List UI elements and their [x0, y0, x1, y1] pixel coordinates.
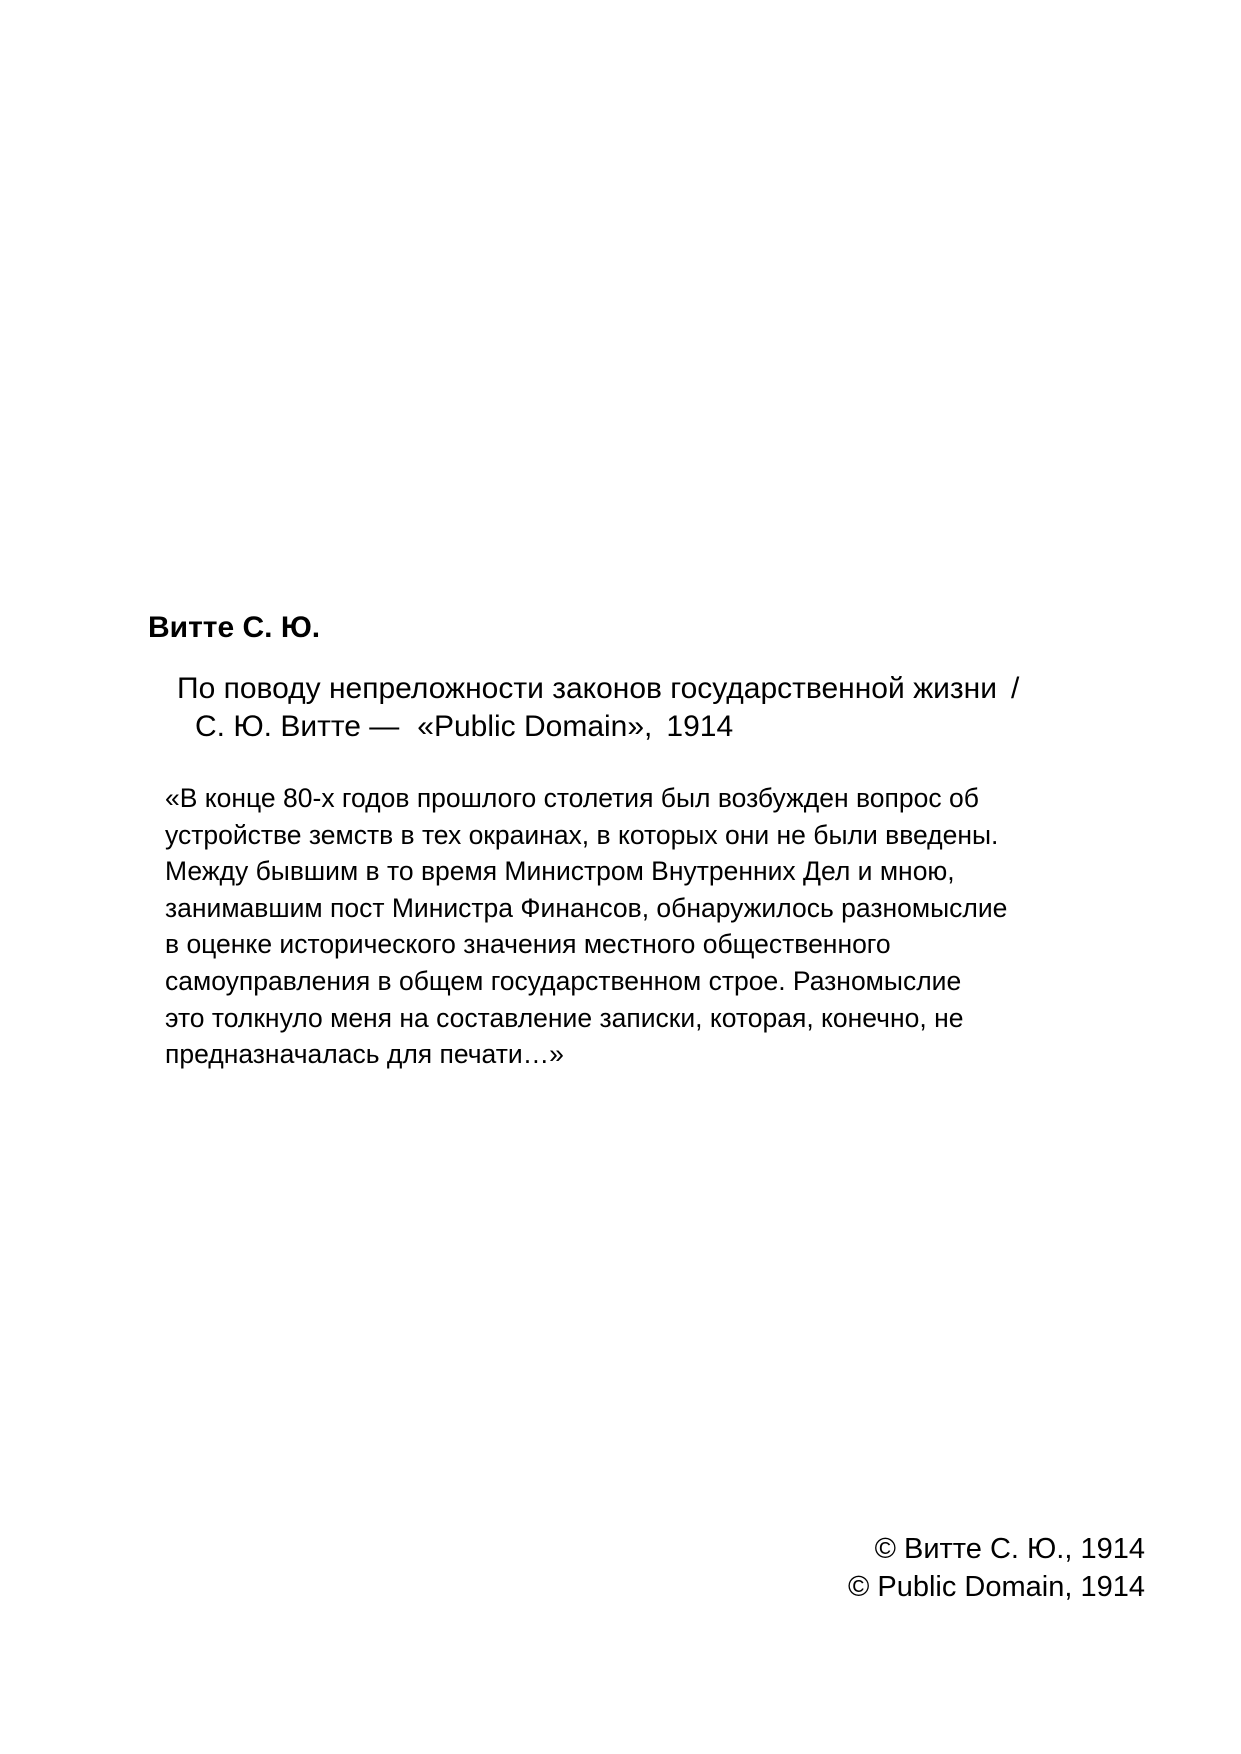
citation-dash: — — [369, 710, 400, 743]
citation-year: 1914 — [666, 710, 734, 743]
copyright-block — [848, 1530, 1145, 1606]
citation-line-2 — [177, 708, 1019, 746]
bibliographic-citation — [177, 670, 1019, 746]
annotation-line: Между бывшим в то время Министром Внутренних Дел и мною, — [165, 856, 955, 887]
annotation-line: самоуправления в общем государственном строе. Разномыслие — [165, 965, 962, 996]
copyright-author: © Витте С. Ю., 1914 — [874, 1533, 1145, 1565]
annotation-line: устройстве земств в тех окраинах, в которых они не были введены. — [165, 819, 999, 850]
annotation-line: в оценке исторического значения местного общественного — [165, 929, 891, 960]
citation-publisher: «Public Domain», — [417, 710, 653, 743]
annotation-line: предназначалась для печати…» — [165, 1039, 564, 1070]
copyright-publisher: © Public Domain, 1914 — [847, 1571, 1145, 1603]
annotation-paragraph — [165, 780, 1125, 1073]
citation-title: По поводу непреложности законов государственной жизни — [177, 672, 997, 705]
annotation-line: занимавшим пост Министра Финансов, обнаружилось разномыслие — [165, 892, 1008, 923]
annotation-line: это толкнуло меня на составление записки, которая, конечно, не — [165, 1002, 964, 1033]
citation-slash: / — [1011, 672, 1020, 705]
citation-authors: С. Ю. Витте — [195, 710, 361, 743]
annotation-line: «В конце 80-х годов прошлого столетия был возбужден вопрос об — [165, 783, 979, 813]
author-name: Витте С. Ю. — [148, 611, 321, 644]
